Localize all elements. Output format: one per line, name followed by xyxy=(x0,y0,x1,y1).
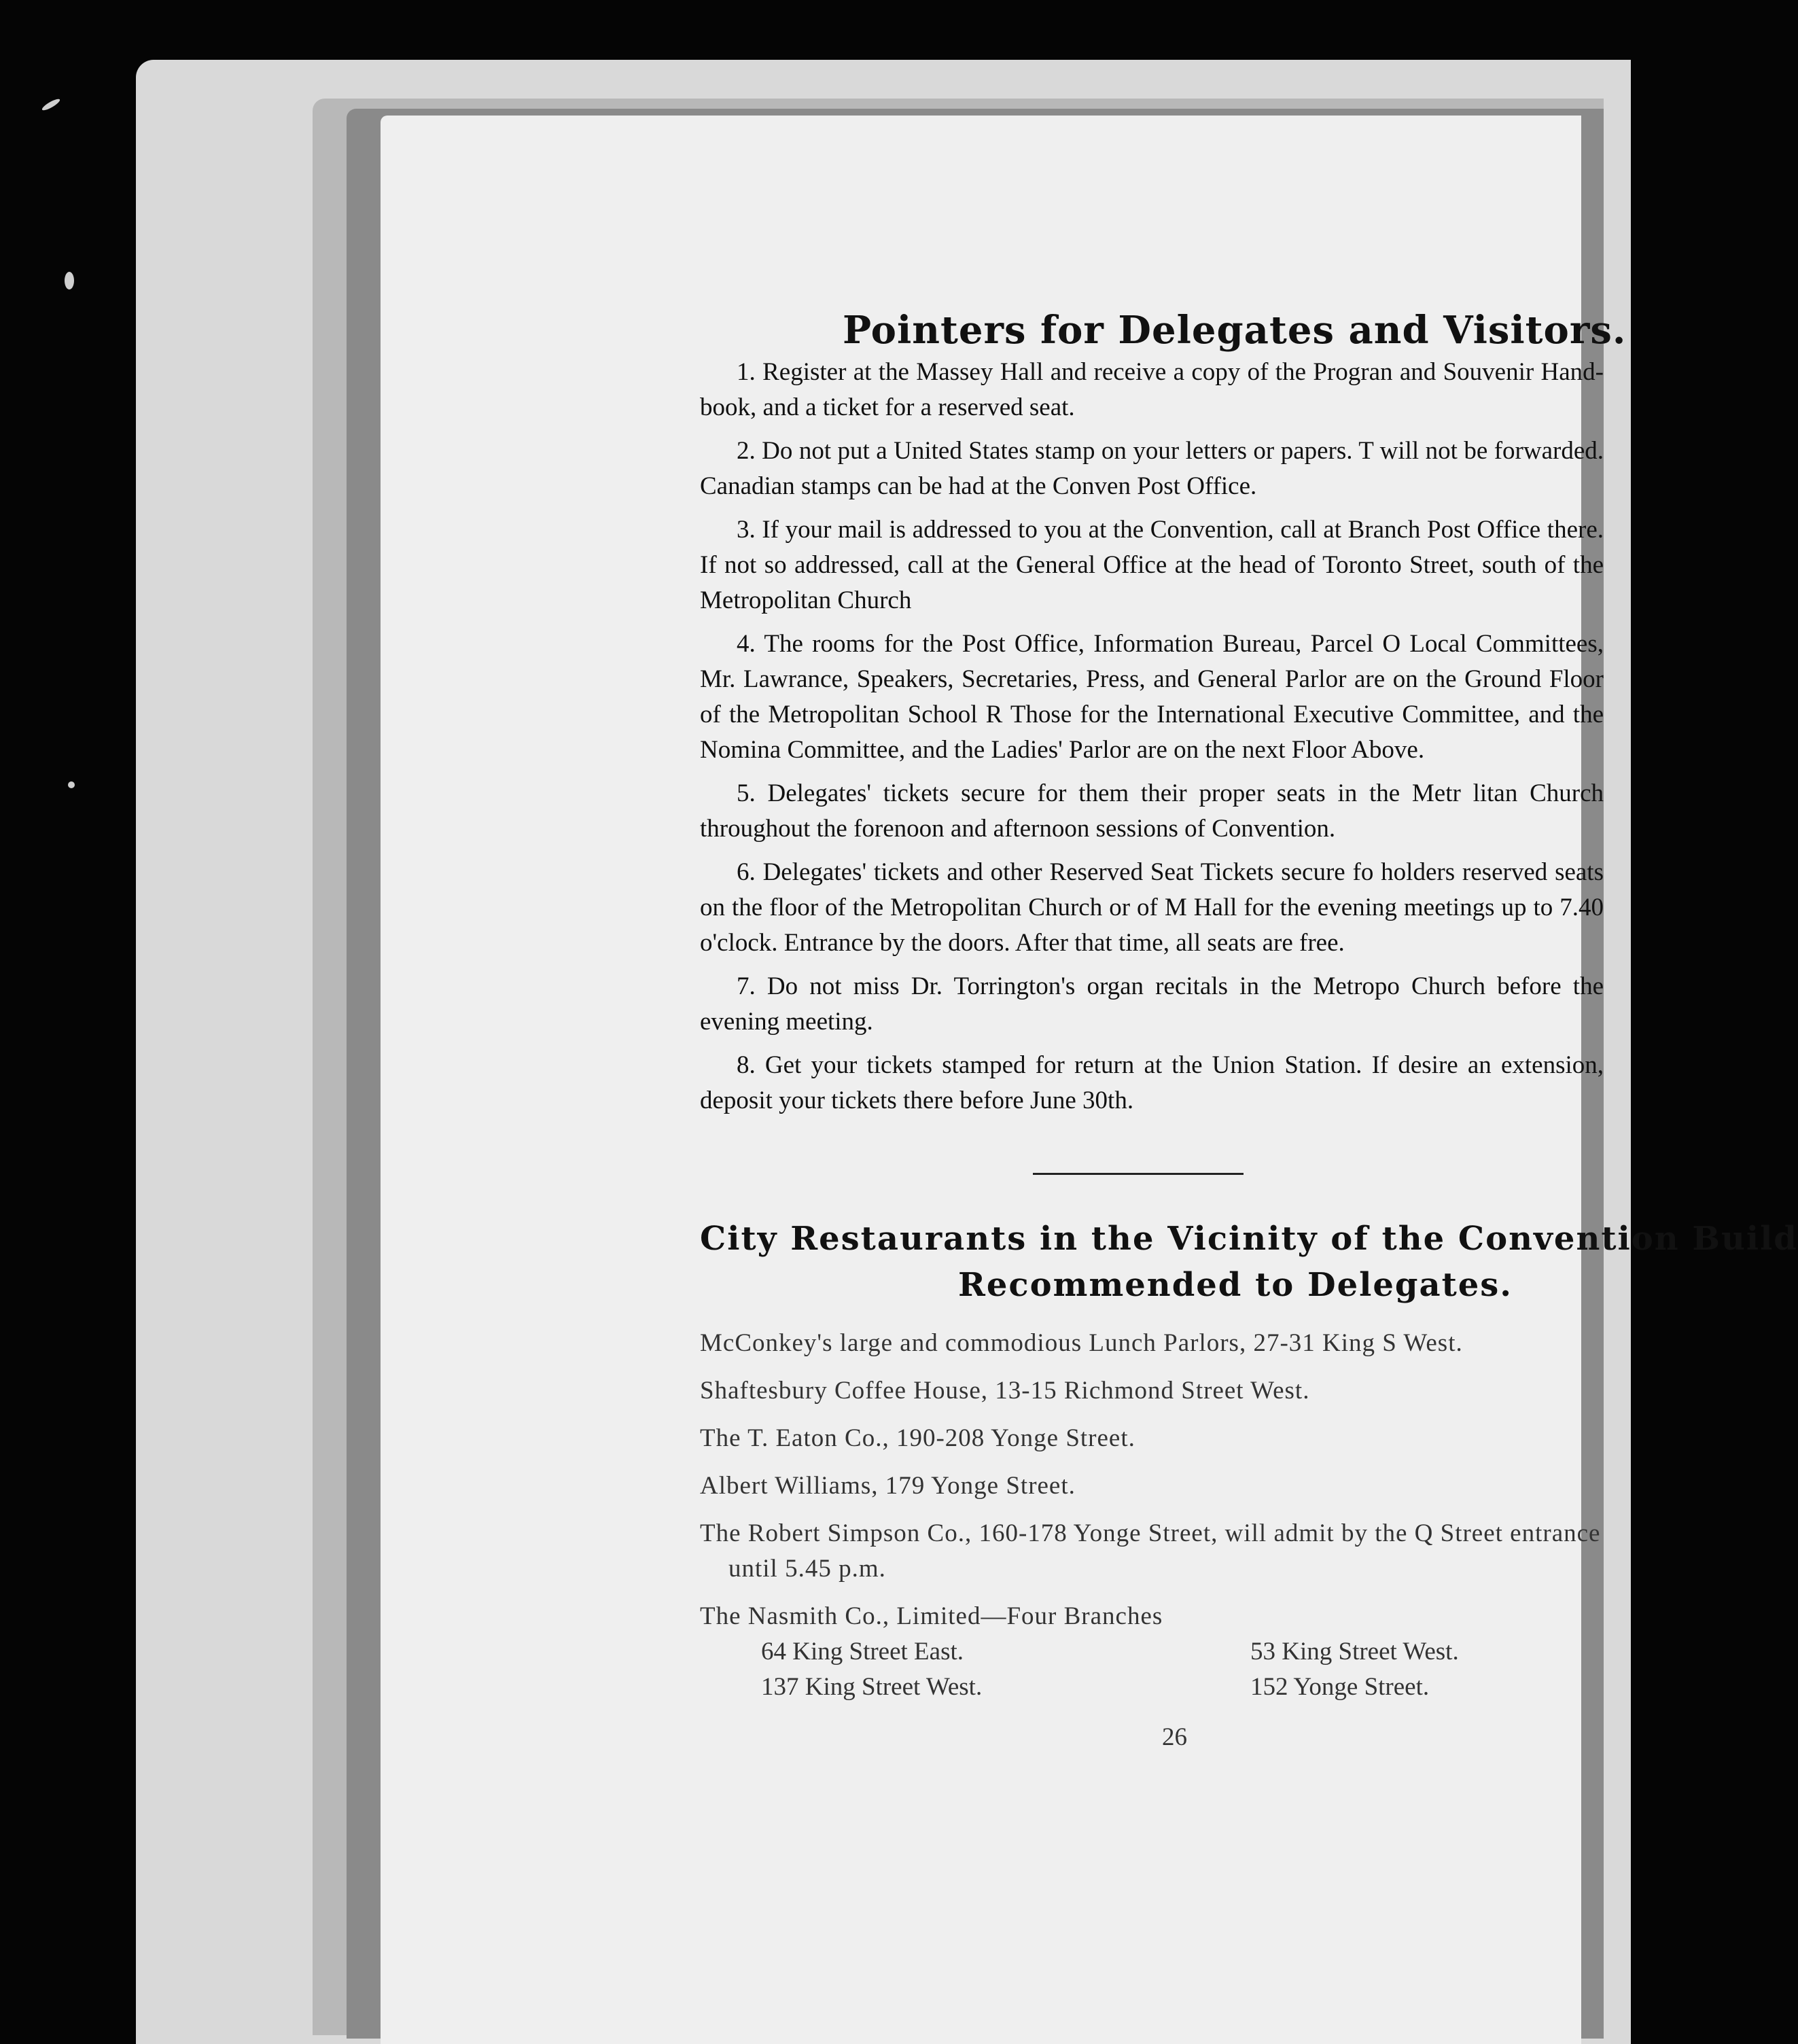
section-divider xyxy=(1033,1173,1244,1175)
restaurants-subheading: Recommended to Delegates. xyxy=(958,1266,1513,1304)
pointer-item: 3. If your mail is addressed to you at the Convention, call at Branch Post Office there. If not so addressed, call at the General Office at the head of Toronto Street, south of the Metropolitan Church xyxy=(700,516,1604,614)
scan-speck xyxy=(65,272,74,289)
page-number: 26 xyxy=(1162,1723,1187,1751)
restaurant-item: The Robert Simpson Co., 160-178 Yonge Street, will admit by the Q Street entrance until 5.45 p.m. xyxy=(700,1519,1601,1583)
pointer-item: 8. Get your tickets stamped for return at the Union Station. If desire an extension, deposit your tickets there before June 30th. xyxy=(700,1051,1604,1114)
scan-speck xyxy=(41,97,61,112)
branch-item: 152 Yonge Street. xyxy=(1250,1673,1430,1701)
restaurant-item: The Nasmith Co., Limited—Four Branches xyxy=(700,1602,1163,1630)
page-title: Pointers for Delegates and Visitors. xyxy=(843,308,1627,353)
pointer-item: 2. Do not put a United States stamp on your letters or papers. T will not be forwarded. Canadian stamps can be had at the Conven Post Office. xyxy=(700,437,1604,500)
restaurant-item: Albert Williams, 179 Yonge Street. xyxy=(700,1472,1076,1500)
restaurant-item: Shaftesbury Coffee House, 13-15 Richmond Street West. xyxy=(700,1377,1310,1405)
page-content xyxy=(700,308,1798,1755)
restaurant-item: The T. Eaton Co., 190-208 Yonge Street. xyxy=(700,1424,1135,1452)
pointer-item: 4. The rooms for the Post Office, Information Bureau, Parcel O Local Committees, Mr. Lawrance, Speakers, Secretaries, Press, and General Parlor are on the Ground Floor of the Metropolitan School R Those for the International Executive Committee, and the Nomina Committee, and the Ladies' Parlor are on the next Floor Above. xyxy=(700,630,1604,764)
pointer-item: 1. Register at the Massey Hall and receive a copy of the Progran and Souvenir Hand-book, and a ticket for a reserved seat. xyxy=(700,358,1604,421)
restaurant-item: McConkey's large and commodious Lunch Parlors, 27-31 King S West. xyxy=(700,1329,1463,1357)
branch-item: 64 King Street East. xyxy=(761,1638,964,1666)
branch-item: 53 King Street West. xyxy=(1250,1638,1459,1666)
branch-item: 137 King Street West. xyxy=(761,1673,983,1701)
scan-speck xyxy=(68,781,75,788)
pointer-item: 5. Delegates' tickets secure for them their proper seats in the Metr litan Church throughout the forenoon and afternoon sessions of Convention. xyxy=(700,779,1604,843)
branch-list xyxy=(761,1634,1604,1705)
restaurants-heading: City Restaurants in the Vicinity of the Convention Build xyxy=(700,1220,1798,1258)
pointer-item: 7. Do not miss Dr. Torrington's organ recitals in the Metropo Church before the evening meeting. xyxy=(700,972,1604,1036)
pointer-item: 6. Delegates' tickets and other Reserved Seat Tickets secure fo holders reserved seats on the floor of the Metropolitan Church or of M Hall for the evening meetings up to 7.40 o'clock. Entrance by the doors. After that time, all seats are free. xyxy=(700,858,1604,957)
